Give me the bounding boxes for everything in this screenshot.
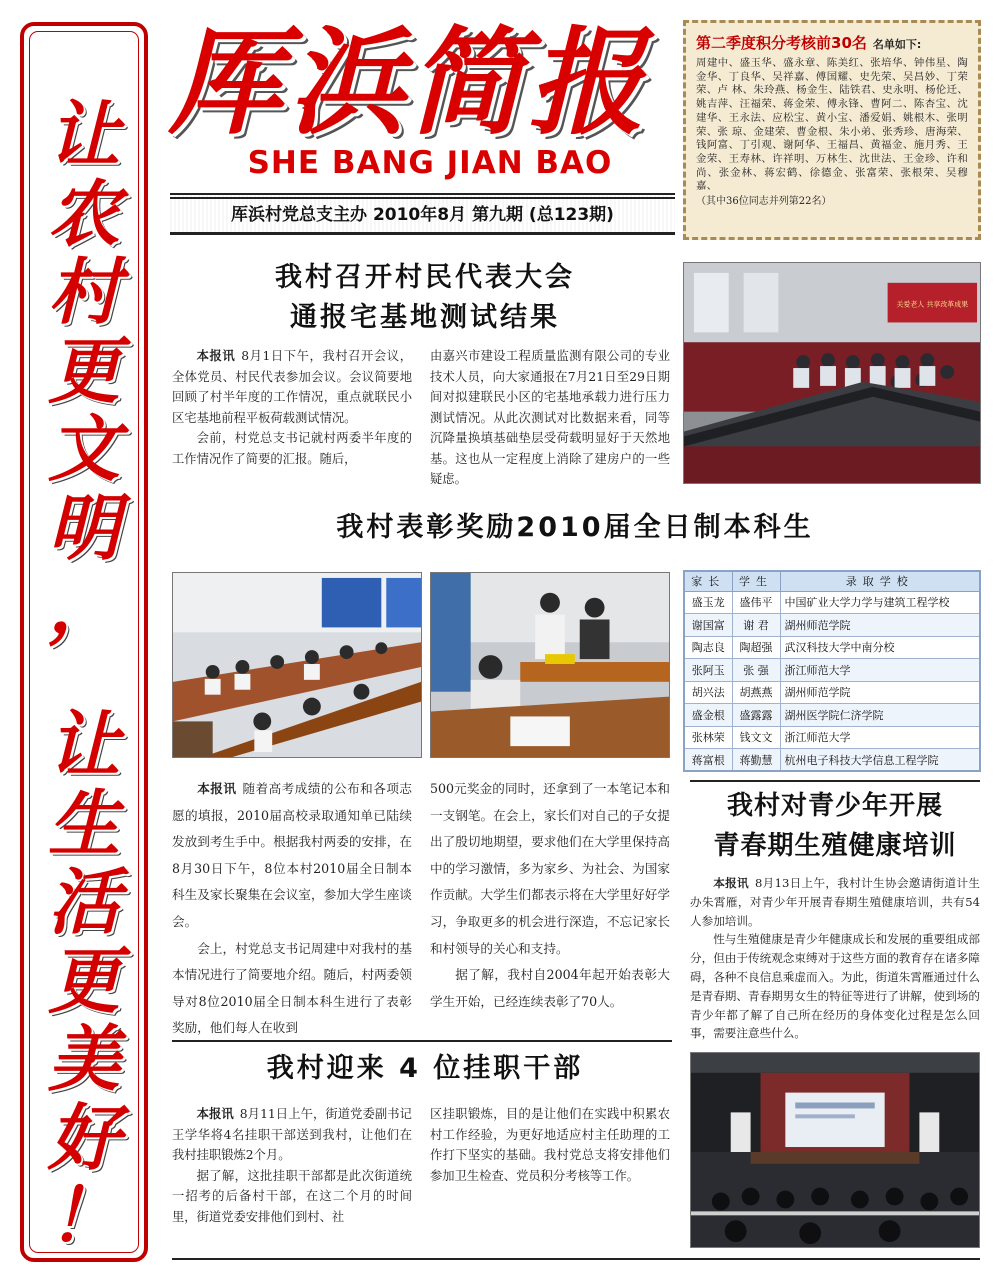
training-room-photo — [690, 1052, 980, 1248]
article3-headline-line1: 我村对青少年开展 — [726, 791, 943, 821]
article4-paragraph — [172, 1104, 412, 1166]
column-header: 录取学校 — [780, 571, 980, 591]
admission-table — [683, 570, 981, 772]
slogan-char: ！ — [47, 1173, 120, 1258]
paragraph-text: 据了解，这批挂职干部都是此次街道统一招考的后备村干部，在这二个月的时间里，街道党委安排他们到村、社 — [172, 1168, 412, 1224]
slogan-char: 村 — [47, 249, 120, 334]
school-cell: 杭州电子科技大学信息工程学院 — [780, 749, 980, 772]
masthead-title: 厍浜简报 — [168, 18, 648, 148]
article1-headline-line2: 通报宅基地测试结果 — [290, 302, 560, 333]
table-row — [684, 636, 980, 659]
photo-banner-text: 关爱老人 共享改革成果 — [896, 300, 969, 309]
slogan-char: 让 — [47, 92, 120, 177]
table-row — [684, 659, 980, 682]
paragraph-text: 会前，村党总支书记就村两委半年度的工作情况作了简要的汇报。随后， — [172, 431, 412, 466]
school-cell: 中国矿业大学力学与建筑工程学校 — [780, 591, 980, 614]
slogan-char: 生 — [47, 780, 120, 866]
parent-cell: 陶志良 — [684, 636, 732, 659]
slogan-line-2 — [24, 702, 144, 1258]
slogan-char: 农 — [47, 170, 120, 256]
article3-headline-line2: 青春期生殖健康培训 — [713, 831, 957, 861]
paragraph-text: 由嘉兴市建设工程质量监测有限公司的专业技术人员，向大家通报在7月21日至29日期间对拟建联民小区的宅基地承载力进行压力测试情况。从此次测试对比数据来看，同等沉降量换填基础垫层受荷载明显好于天然地基。这也从一定程度上消除了建房户的一些疑虑。 — [430, 349, 670, 486]
discussion-photo-1 — [172, 572, 422, 758]
column-header: 家长 — [684, 571, 732, 591]
top30-names: 周建中、盛玉华、盛永章、陈美红、张培华、钟伟星、陶金华、丁良华、吴祥嘉、傅国耀、史先荣、吴昌妙、丁荣荣、卢 林、朱玲燕、杨金生、陆铁君、史永明、杨伦迁、姚吉萍、汪福荣、蒋金荣、傅永锋、曹阿二、陈杏宝、沈建华、王永法、应松宝、黄小宝、潘爱娟、姚根木、张明荣、张 琼、金建荣、曹金根、朱小弟、张秀珍、唐海荣、钱阿富、丁引观、谢阿华、王福昌、黄福金、施月秀、王金荣、王寿林、许祥明、万林生、沈世法、王金珍、许和尚、张金林、蒋宏鹤、徐德金、张富荣、张根荣、吴穆嘉、 — [696, 57, 968, 193]
student-cell: 盛露露 — [732, 704, 780, 727]
student-cell: 谢 君 — [732, 614, 780, 637]
slogan-banner — [20, 22, 148, 1262]
parent-cell: 胡兴法 — [684, 681, 732, 704]
top30-box — [683, 20, 981, 240]
article1-column-1 — [172, 346, 412, 486]
slogan-char: 明 — [47, 484, 120, 570]
article2-column-1 — [172, 776, 412, 1044]
article1-paragraph — [172, 346, 412, 428]
slogan-char: 让 — [47, 702, 120, 787]
divider — [690, 780, 980, 782]
article2-paragraph — [172, 936, 412, 1042]
paragraph-text: 会上，村党总支书记周建中对我村的基本情况进行了简要地介绍。随后，村两委领导对8位2010届全日制本科生进行了表彰奖励，他们每人在收到 — [172, 940, 412, 1036]
article1-headline-line1: 我村召开村民代表大会 — [275, 262, 575, 293]
masthead-pinyin: SHE BANG JIAN BAO — [247, 145, 613, 181]
article4-column-2 — [430, 1104, 670, 1254]
parent-cell: 蒋富根 — [684, 749, 732, 772]
article3-paragraph — [690, 874, 980, 930]
student-cell: 胡燕燕 — [732, 681, 780, 704]
student-cell: 盛伟平 — [732, 591, 780, 614]
school-cell: 湖州师范学院 — [780, 614, 980, 637]
slogan-char: 活 — [47, 859, 120, 944]
lead-tag: 本报讯 — [196, 1107, 234, 1121]
discussion-photo-2 — [430, 572, 670, 758]
bottom-divider — [172, 1258, 980, 1260]
paragraph-text: 性与生殖健康是青少年健康成长和发展的重要组成部分，但由于传统观念束缚对于这些方面的教育存在诸多障碍，各种不良信息乘虚而入。为此，街道朱霄雁通过什么是青春期、青春期男女生的特征等进行了讲解，使到场的青少年都了解了自己所在经历的身体变化过程是怎么回事，需要注意些什么。 — [690, 932, 980, 1041]
article1-column-2 — [430, 346, 670, 486]
lead-tag: 本报讯 — [713, 876, 749, 890]
meeting-hall-photo — [683, 262, 981, 484]
parent-cell: 盛金根 — [684, 704, 732, 727]
article2-paragraph — [430, 962, 670, 1015]
parent-cell: 张阿玉 — [684, 659, 732, 682]
table-row — [684, 704, 980, 727]
article4-paragraph — [172, 1166, 412, 1228]
article4-paragraph — [430, 1104, 670, 1186]
discussion-image-1 — [173, 573, 421, 757]
table-row — [684, 726, 980, 749]
article1-paragraph — [430, 346, 670, 486]
article3-body — [690, 874, 980, 1044]
student-cell: 钱文文 — [732, 726, 780, 749]
table-row — [684, 614, 980, 637]
article2-column-2 — [430, 776, 670, 1044]
article3-paragraph — [690, 930, 980, 1043]
school-cell: 武汉科技大学中南分校 — [780, 636, 980, 659]
school-cell: 浙江师范大学 — [780, 726, 980, 749]
slogan-char: 美 — [47, 1016, 120, 1101]
article1-paragraph — [172, 428, 412, 469]
article4-column-1 — [172, 1104, 412, 1254]
top30-note: （其中36位同志并列第22名） — [696, 196, 832, 208]
school-cell: 湖州医学院仁济学院 — [780, 704, 980, 727]
lead-tag: 本报讯 — [196, 349, 236, 363]
parent-cell: 盛玉龙 — [684, 591, 732, 614]
article2-headline: 我村表彰奖励2010届全日制本科生 — [336, 512, 814, 543]
slogan-char: 更 — [47, 937, 120, 1023]
slogan-char: 文 — [47, 406, 120, 491]
paragraph-text: 8月1日下午，我村召开会议，全体党员、村民代表参加会议。会议简要地回顾了村半年度的工作情况，重点就联民小区宅基地前程平板荷载测试情况。 — [172, 349, 412, 425]
divider — [172, 1040, 672, 1042]
parent-cell: 谢国富 — [684, 614, 732, 637]
slogan-char: ， — [47, 563, 120, 648]
table-row — [684, 749, 980, 772]
paragraph-text: 区挂职锻炼，目的是让他们在实践中积累农村工作经验，为更好地适应村主任助理的工作打下坚实的基础。我村党总支将安排他们参加卫生检查、党员积分考核等工作。 — [430, 1107, 670, 1183]
issue-info: 厍浜村党总支主办 2010年8月 第九期 (总123期) — [170, 193, 675, 235]
article2-paragraph — [430, 776, 670, 962]
parent-cell: 张林荣 — [684, 726, 732, 749]
column-header: 学生 — [732, 571, 780, 591]
top30-title: 第二季度积分考核前30名 — [696, 34, 867, 52]
training-room-image — [691, 1053, 979, 1247]
slogan-char: 更 — [47, 327, 120, 413]
paragraph-text: 随着高考成绩的公布和各项志愿的填报，2010届高校录取通知单已陆续发放到考生手中。根据我村两委的安排，在8月30日下午，8位本村2010届全日制本科生及家长聚集在会议室，参加大学生座谈会。 — [172, 781, 412, 929]
paragraph-text: 500元奖金的同时，还拿到了一本笔记本和一支钢笔。在会上，家长们对自己的子女提出了殷切地期望，要求他们在大学里保持高中的学习激情，多为家乡、为社会、为国家作贡献。大学生们都表示将在大学里好好学习，争取更多的机会进行深造，不忘记家长和村领导的关心和支持。 — [430, 781, 670, 956]
top30-header — [696, 29, 968, 57]
table-row — [684, 681, 980, 704]
school-cell: 湖州师范学院 — [780, 681, 980, 704]
student-cell: 张 强 — [732, 659, 780, 682]
student-cell: 陶超强 — [732, 636, 780, 659]
student-cell: 蒋勤慧 — [732, 749, 780, 772]
paragraph-text: 8月11日上午，街道党委副书记王学华将4名挂职干部送到我村，让他们在我村挂职锻炼2个月。 — [172, 1107, 412, 1162]
school-cell: 浙江师范大学 — [780, 659, 980, 682]
table-header-row — [684, 571, 980, 591]
paragraph-text: 据了解，我村自2004年起开始表彰大学生开始，已经连续表彰了70人。 — [430, 967, 670, 1009]
article2-paragraph — [172, 776, 412, 936]
top30-suffix: 名单如下: — [872, 38, 922, 51]
article4-headline: 我村迎来 4 位挂职干部 — [266, 1053, 584, 1084]
lead-tag: 本报讯 — [197, 781, 237, 796]
slogan-line-1 — [24, 92, 144, 648]
paragraph-text: 8月13日上午，我村计生协会邀请街道计生办朱霄雁，对青少年开展青春期生殖健康培训，共有54人参加培训。 — [690, 876, 980, 928]
slogan-char: 好 — [47, 1094, 120, 1180]
table-row — [684, 591, 980, 614]
discussion-image-2 — [431, 573, 669, 757]
meeting-hall-image — [684, 263, 980, 483]
